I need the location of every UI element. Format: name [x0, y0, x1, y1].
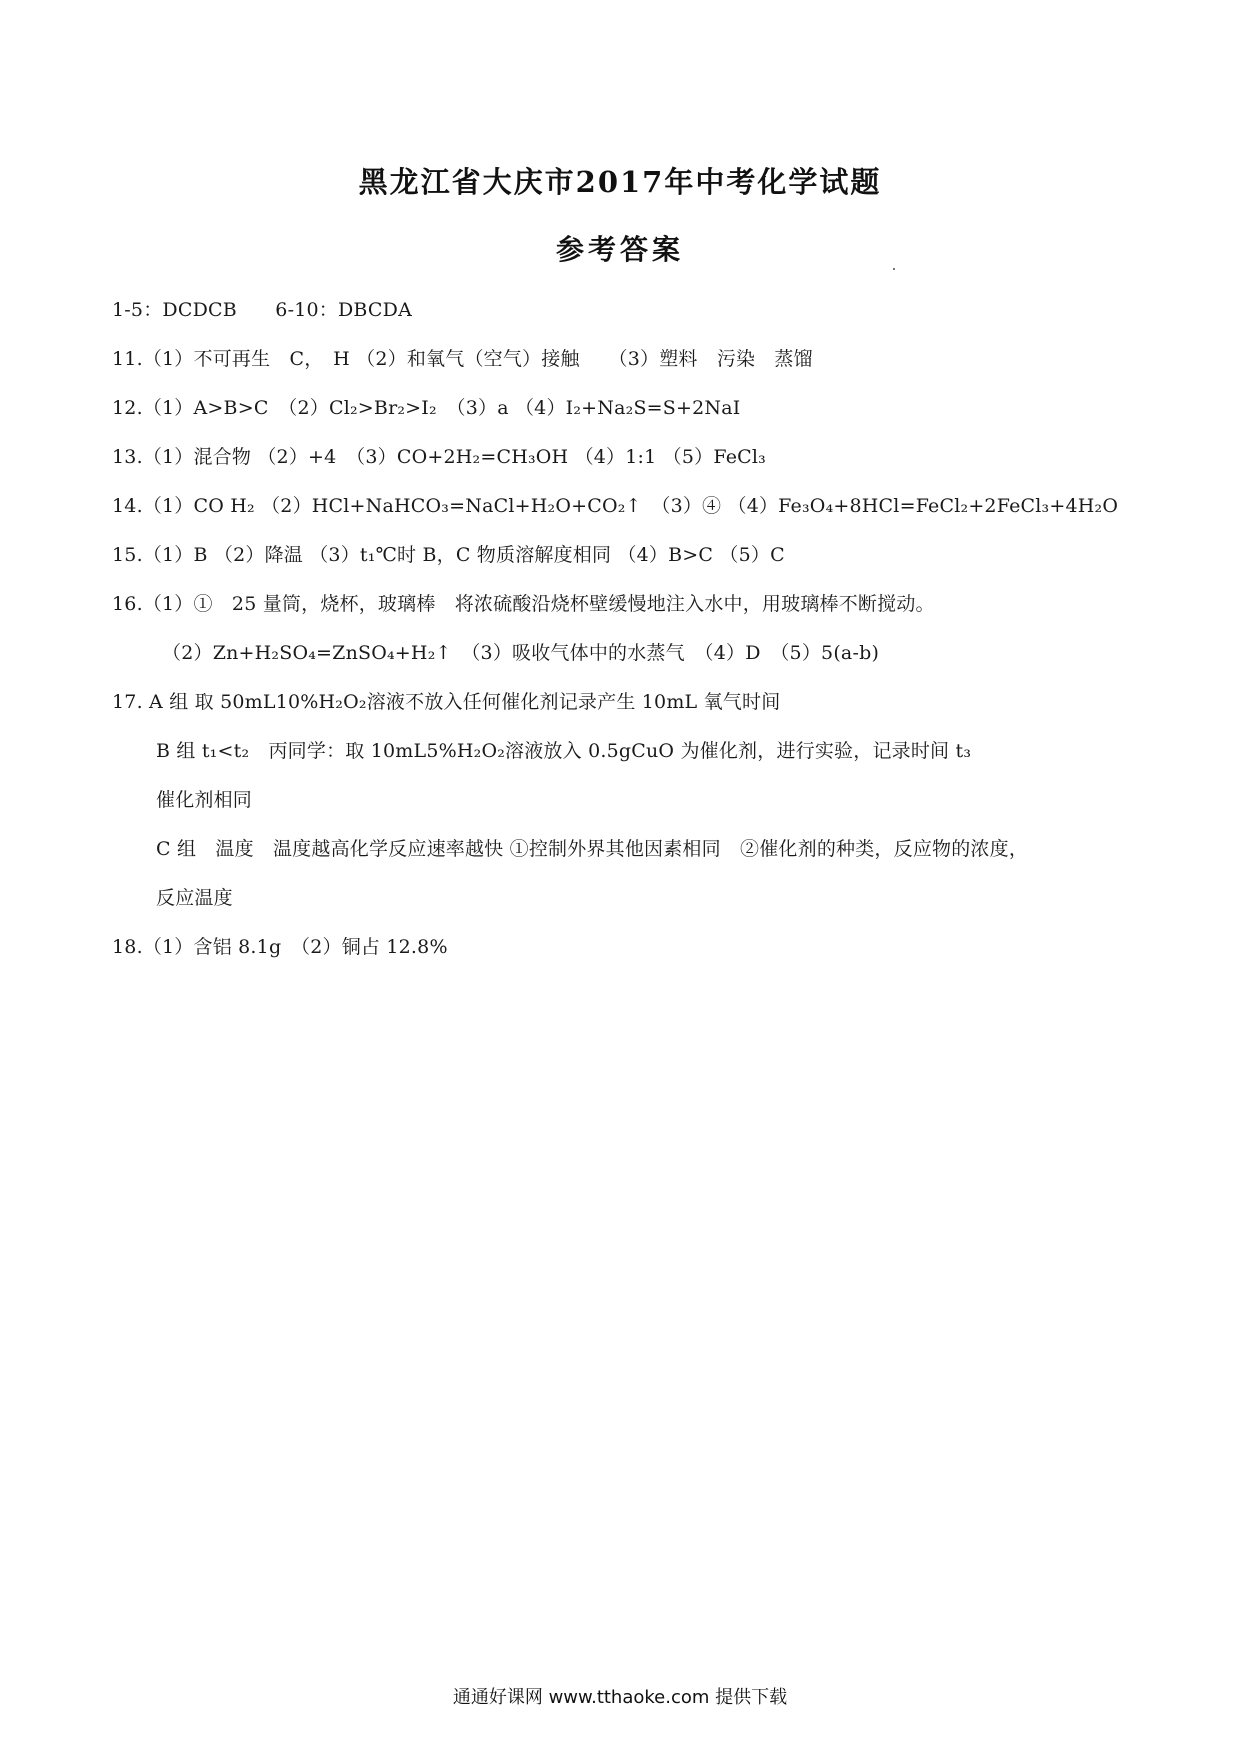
document-title: 黑龙江省大庆市2017年中考化学试题 [358, 165, 882, 199]
answer-list [112, 286, 1132, 972]
answer-line-17-c-cont: 反应温度 [156, 887, 233, 909]
answer-line-14: 14.（1）CO H₂ （2）HCl+NaHCO₃=NaCl+H₂O+CO₂↑ （3）④ （4）Fe₃O₄+8HCl=FeCl₂+2FeCl₃+4H₂O [112, 495, 1119, 517]
answer-line-16: 16.（1）① 25 量筒，烧杯，玻璃棒 将浓硫酸沿烧杯壁缓慢地注入水中，用玻璃棒不断搅动。 [112, 593, 935, 615]
answer-line-17-c: C 组 温度 温度越高化学反应速率越快 ①控制外界其他因素相同 ②催化剂的种类，反应物的浓度， [156, 838, 1029, 860]
scan-speck [893, 268, 895, 270]
answer-line-17: 17. A 组 取 50mL10%H₂O₂溶液不放入任何催化剂记录产生 10mL 氧气时间 [112, 691, 781, 713]
answer-line-11: 11.（1）不可再生 C， H （2）和氧气（空气）接触 （3）塑料 污染 蒸馏 [112, 348, 813, 370]
answer-line-17-b: B 组 t₁<t₂ 丙同学：取 10mL5%H₂O₂溶液放入 0.5gCuO 为催化剂，进行实验，记录时间 t₃ [156, 740, 972, 762]
page-footer: 通通好课网 www.tthaoke.com 提供下载 [452, 1687, 788, 1708]
document-subtitle: 参考答案 [555, 233, 684, 266]
answer-line-17-b-cont: 催化剂相同 [156, 789, 253, 811]
answer-line-1-10: 1-5：DCDCB 6-10：DBCDA [112, 299, 413, 321]
answer-line-15: 15.（1）B （2）降温 （3）t₁℃时 B，C 物质溶解度相同 （4）B>C （5）C [112, 544, 785, 566]
answer-line-13: 13.（1）混合物 （2）+4 （3）CO+2H₂=CH₃OH （4）1:1 （5）FeCl₃ [112, 446, 766, 468]
answer-line-16-cont: （2）Zn+H₂SO₄=ZnSO₄+H₂↑ （3）吸收气体中的水蒸气 （4）D （5）5(a-b) [162, 642, 880, 664]
answer-line-18: 18.（1）含铝 8.1g （2）铜占 12.8% [112, 936, 448, 958]
answer-line-12: 12.（1）A>B>C （2）Cl₂>Br₂>I₂ （3）a （4）I₂+Na₂S=S+2NaI [112, 397, 741, 419]
